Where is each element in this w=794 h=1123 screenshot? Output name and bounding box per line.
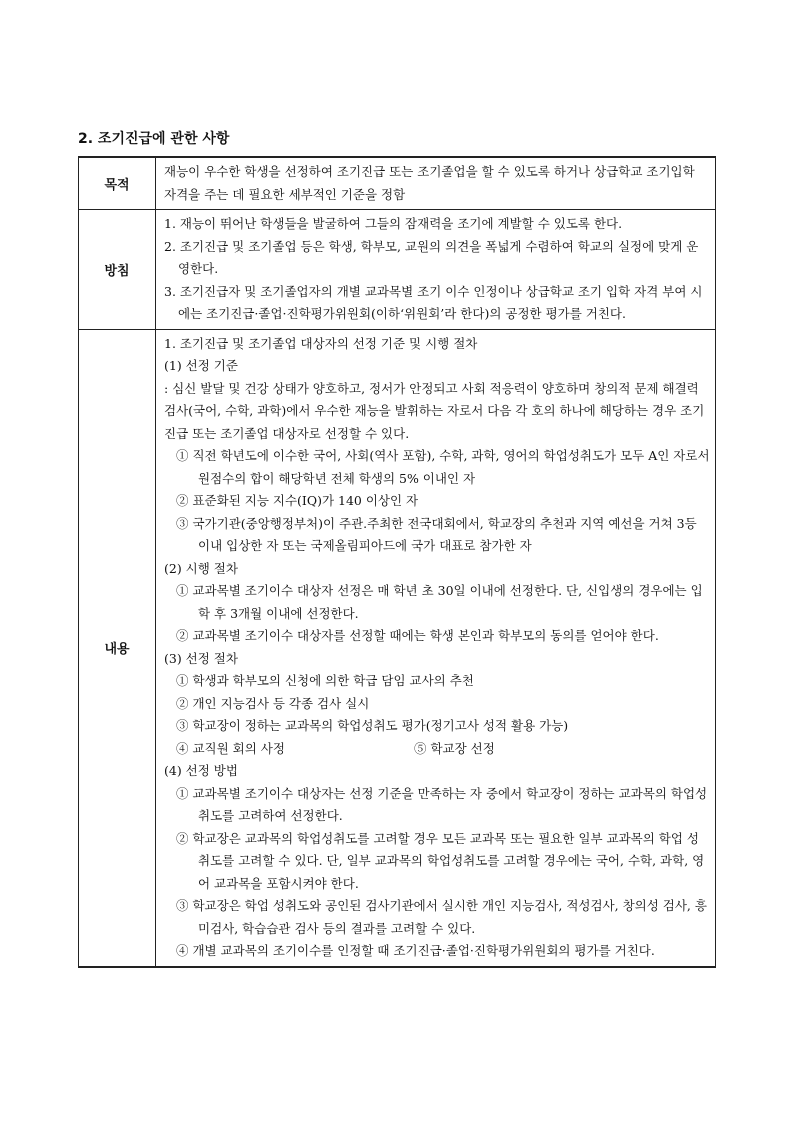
selection-method-item: ① 교과목별 조기이수 대상자는 선정 기준을 만족하는 자 중에서 학교장이 정하는 교과목의 학업성취도를 고려하여 선정한다. bbox=[176, 785, 708, 823]
policy-content bbox=[156, 210, 716, 330]
selection-procedure-item: ④ 교직원 회의 사정 bbox=[176, 740, 285, 756]
criteria-item: ③ 국가기관(중앙행정부처)이 주관.주최한 전국대회에서, 학교장의 추천과 지역 예선을 거쳐 3등 이내 입상한 자 또는 국제올림피아드에 국가 대표로 참가한 자 bbox=[176, 515, 697, 553]
procedure-item: ① 교과목별 조기이수 대상자 선정은 매 학년 초 30일 이내에 선정한다. 단, 신입생의 경우에는 입학 후 3개월 이내에 선정한다. bbox=[176, 583, 703, 621]
purpose-label: 목적 bbox=[79, 157, 156, 210]
criteria-intro: : 심신 발달 및 건강 상태가 양호하고, 정서가 안정되고 사회 적응력이 양호하며 창의적 문제 해결력 검사(국어, 수학, 과학)에서 우수한 재능을 발휘하는 자로서 다음 각 호의 하나에 해당하는 경우 조기진급 또는 조기졸업 대상자로 선정할 수 있다. bbox=[164, 380, 705, 441]
purpose-row bbox=[79, 157, 716, 210]
selection-method-title: (4) 선정 방법 bbox=[164, 763, 238, 778]
policy-item: 3. 조기진급자 및 조기졸업자의 개별 교과목별 조기 이수 인정이나 상급학교 조기 입학 자격 부여 시에는 조기진급·졸업·진학평가위원회(이하‘위원회’라 한다)의 공정한 평가를 거친다. bbox=[164, 283, 703, 321]
content-label: 내용 bbox=[79, 329, 156, 967]
early-promotion-table bbox=[78, 156, 716, 968]
policy-item: 2. 조기진급 및 조기졸업 등은 학생, 학부모, 교원의 의견을 폭넓게 수렴하여 학교의 실정에 맞게 운영한다. bbox=[164, 238, 699, 276]
purpose-paragraph: 재능이 우수한 학생을 선정하여 조기진급 또는 조기졸업을 할 수 있도록 하거나 상급학교 조기입학 자격을 주는 데 필요한 세부적인 기준을 정함 bbox=[164, 164, 695, 202]
selection-procedure-title: (3) 선정 절차 bbox=[164, 650, 238, 666]
content-heading: 1. 조기진급 및 조기졸업 대상자의 선정 기준 및 시행 절차 bbox=[164, 335, 478, 351]
selection-procedure-item: ① 학생과 학부모의 신청에 의한 학급 담임 교사의 추천 bbox=[176, 673, 474, 688]
criteria-item: ② 표준화된 지능 지수(IQ)가 140 이상인 자 bbox=[176, 493, 419, 508]
selection-procedure-item: ② 개인 지능검사 등 각종 검사 실시 bbox=[176, 695, 370, 711]
procedure-item: ② 교과목별 조기이수 대상자를 선정할 때에는 학생 본인과 학부모의 동의를 얻어야 한다. bbox=[176, 628, 659, 643]
content-row bbox=[79, 329, 716, 967]
policy-label: 방침 bbox=[79, 210, 156, 330]
selection-procedure-item: ⑤ 학교장 선정 bbox=[414, 740, 495, 756]
selection-method-item: ② 학교장은 교과목의 학업성취도를 고려할 경우 모든 교과목 또는 필요한 일부 교과목의 학업 성취도를 고려할 수 있다. 단, 일부 교과목의 학업성취도를 고려할 경우에는 국어, 수학, 과학, 영어 교과목을 포함시켜야 한다. bbox=[176, 830, 705, 891]
section-title: 2. 조기진급에 관한 사항 bbox=[78, 131, 230, 147]
selection-procedure-item: ③ 학교장이 정하는 교과목의 학업성취도 평가(정기고사 성적 활용 가능) bbox=[176, 718, 569, 733]
selection-method-item: ④ 개별 교과목의 조기이수를 인정할 때 조기진급·졸업·진학평가위원회의 평가를 거친다. bbox=[176, 943, 655, 958]
content-body bbox=[156, 329, 716, 967]
selection-procedure-pair bbox=[164, 738, 710, 761]
selection-method-item: ③ 학교장은 학업 성취도와 공인된 검사기관에서 실시한 개인 지능검사, 적성검사, 창의성 검사, 흥미검사, 학습습관 검사 등의 결과를 고려할 수 있다. bbox=[176, 898, 707, 936]
criteria-title: (1) 선정 기준 bbox=[164, 358, 238, 373]
criteria-item: ① 직전 학년도에 이수한 국어, 사회(역사 포함), 수학, 과학, 영어의 학업성취도가 모두 A인 자로서 원점수의 합이 해당학년 전체 학생의 5% 이내인 자 bbox=[176, 448, 710, 486]
procedure-title: (2) 시행 절차 bbox=[164, 560, 238, 576]
policy-item: 1. 재능이 뛰어난 학생들을 발굴하여 그들의 잠재력을 조기에 계발할 수 있도록 한다. bbox=[164, 216, 623, 231]
policy-row bbox=[79, 210, 716, 330]
purpose-text bbox=[156, 157, 716, 210]
